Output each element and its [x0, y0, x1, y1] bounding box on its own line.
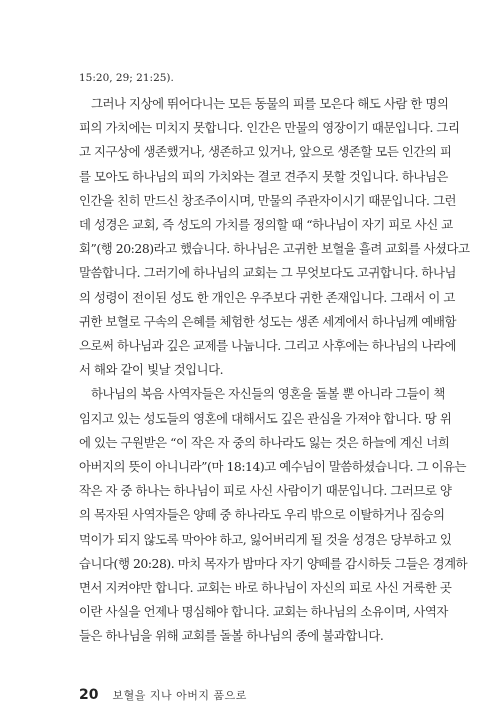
- paragraph-1-line: 데 성경은 교회, 즉 성도의 가치를 정의할 때 “하나님이 자기 피로 사신 교: [79, 217, 453, 233]
- paragraph-1-line: 피의 가치에는 미치지 못합니다. 인간은 만물의 영장이기 때문입니다. 그리: [79, 120, 460, 136]
- paragraph-2-line: 면서 지켜야만 합니다. 교회는 바로 하나님이 자신의 피로 사신 거룩한 곳: [79, 580, 452, 596]
- paragraph-2-line: 들은 하나님을 위해 교회를 돌볼 하나님의 종에 불과합니다.: [79, 628, 384, 644]
- paragraph-2-line: 의 목자된 사역자들은 양떼 중 하나라도 우리 밖으로 이탈하거나 짐승의: [79, 507, 445, 523]
- paragraph-2-line: 에 있는 구원받은 “이 작은 자 중의 하나라도 잃는 것은 하늘에 계신 너희: [79, 434, 450, 450]
- paragraph-2-line: 이란 사실을 언제나 명심해야 합니다. 교회는 하나님의 소유이며, 사역자: [79, 604, 448, 620]
- paragraph-2-line: 임지고 있는 성도들의 영혼에 대해서도 깊은 관심을 가져야 합니다. 땅 위: [79, 410, 452, 426]
- paragraph-1-line: 고 지구상에 생존했거나, 생존하고 있거나, 앞으로 생존할 모든 인간의 피: [79, 144, 452, 160]
- paragraph-1-line: 말씀합니다. 그러기에 하나님의 교회는 그 무엇보다도 고귀합니다. 하나님: [79, 265, 456, 281]
- paragraph-1-line: 를 모아도 하나님의 피의 가치와는 결코 견주지 못할 것입니다. 하나님은: [79, 168, 448, 184]
- paragraph-1-line: 서 해와 같이 빛날 것입니다.: [79, 362, 224, 378]
- paragraph-1-line: 으로써 하나님과 깊은 교제를 나눕니다. 그리고 사후에는 하나님의 나라에: [79, 338, 456, 354]
- running-head: 보혈을 지나 아버지 품으로: [112, 689, 247, 702]
- paragraph-2-line: 먹이가 되지 않도록 막아야 하고, 잃어버리게 될 것을 성경은 당부하고 있: [79, 531, 452, 547]
- page-footer: [79, 687, 247, 703]
- page-number: 20: [79, 687, 99, 703]
- body-text: [79, 68, 470, 649]
- paragraph-2-line: 아버지의 뜻이 아니니라”(마 18:14)고 예수님이 말씀하셨습니다. 그 이유는: [79, 459, 467, 475]
- paragraph-1-line: 귀한 보혈로 구속의 은혜를 체험한 성도는 생존 세계에서 하나님께 예배함: [79, 313, 456, 329]
- paragraph-1-line: 그러나 지상에 뛰어다니는 모든 동물의 피를 모은다 해도 사람 한 명의: [91, 96, 449, 111]
- paragraph-1-line: 의 성령이 전이된 성도 한 개인은 우주보다 귀한 존재입니다. 그래서 이 고: [79, 289, 455, 305]
- paragraph-1-line: 인간을 친히 만드신 창조주이시며, 만물의 주관자이시기 때문입니다. 그런: [79, 192, 456, 208]
- scripture-reference-line: 15:20, 29; 21:25).: [79, 72, 174, 84]
- paragraph-2-line: 하나님의 복음 사역자들은 자신들의 영혼을 돌볼 뿐 아니라 그들이 책: [91, 386, 445, 402]
- paragraph-2-line: 작은 자 중 하나는 하나님이 피로 사신 사람이기 때문입니다. 그러므로 양: [79, 483, 452, 499]
- paragraph-1-line: 회”(행 20:28)라고 했습니다. 하나님은 고귀한 보혈을 흘려 교회를 사셨다고: [79, 241, 470, 257]
- paragraph-2-line: 습니다(행 20:28). 마치 목자가 밤마다 자기 양떼를 감시하듯 그들은 경계하: [79, 555, 468, 571]
